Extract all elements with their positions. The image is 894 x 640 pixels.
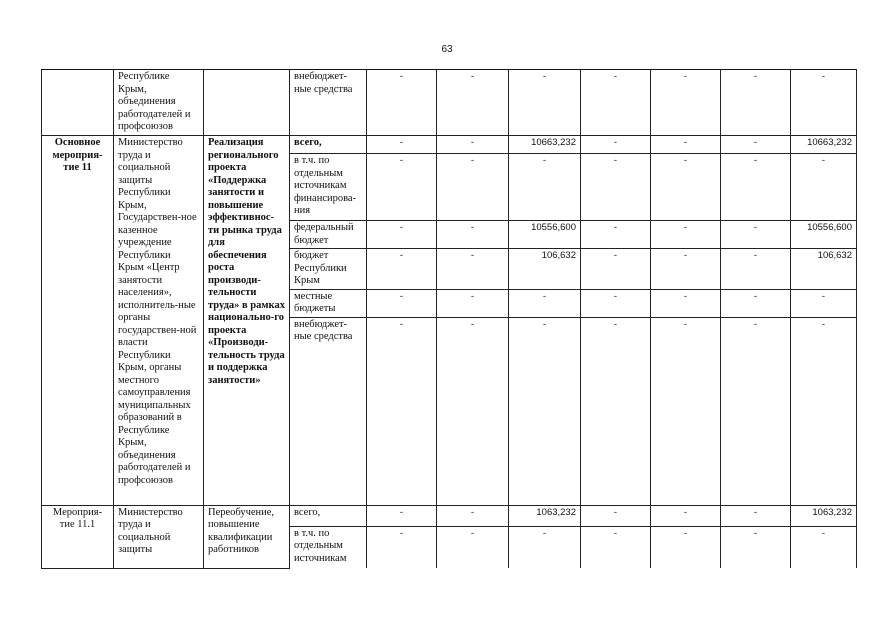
value-cell: - <box>581 249 651 290</box>
event-label-cell: Мероприя-тие 11.1 <box>42 505 114 568</box>
table-row <box>42 136 857 154</box>
source-cell: местные бюджеты <box>290 289 367 317</box>
value-cell: - <box>367 221 437 249</box>
value-cell: - <box>721 136 791 154</box>
value-cell: - <box>721 317 791 505</box>
value-cell: - <box>721 154 791 221</box>
value-cell: - <box>651 154 721 221</box>
event-name-cell: Переобучение, повышение квалификации работников <box>204 505 290 568</box>
value-cell: - <box>721 505 791 526</box>
value-cell: - <box>509 70 581 136</box>
value-cell: - <box>791 154 857 221</box>
value-cell: - <box>581 221 651 249</box>
value-cell: - <box>651 526 721 568</box>
value-cell: 10663,232 <box>791 136 857 154</box>
value-cell: - <box>651 505 721 526</box>
source-cell: федеральный бюджет <box>290 221 367 249</box>
source-cell: всего, <box>290 505 367 526</box>
value-cell: - <box>509 154 581 221</box>
value-cell: 1063,232 <box>509 505 581 526</box>
value-cell: - <box>651 136 721 154</box>
value-cell: - <box>721 70 791 136</box>
source-cell: в т.ч. по отдельным источникам <box>290 526 367 568</box>
value-cell: - <box>581 505 651 526</box>
value-cell: - <box>791 70 857 136</box>
value-cell: - <box>367 526 437 568</box>
executor-cell: Министерство труда и социальной защиты Республики Крым, Государствен-ное казенное учреждение Республики Крым «Центр занятости населения», исполнитель-ные органы государствен-ной власти Республики Крым, органы местного самоуправления муниципальных образований в Республике Крым, объединения работодателей и профсоюзов <box>114 136 204 506</box>
value-cell: - <box>581 289 651 317</box>
value-cell: - <box>651 289 721 317</box>
value-cell: - <box>367 249 437 290</box>
value-cell: - <box>437 505 509 526</box>
value-cell: - <box>437 289 509 317</box>
table-row <box>42 70 857 136</box>
value-cell: - <box>437 154 509 221</box>
value-cell: - <box>367 317 437 505</box>
value-cell: - <box>581 317 651 505</box>
value-cell: 10556,600 <box>509 221 581 249</box>
value-cell: - <box>651 221 721 249</box>
source-cell: внебюджет-ные средства <box>290 317 367 505</box>
value-cell: - <box>581 526 651 568</box>
value-cell: - <box>509 317 581 505</box>
source-cell: в т.ч. по отдельным источникам финансирова-ния <box>290 154 367 221</box>
executor-cell: Республике Крым, объединения работодателей и профсоюзов <box>114 70 204 136</box>
value-cell: - <box>437 317 509 505</box>
value-cell: - <box>721 221 791 249</box>
value-cell: - <box>651 317 721 505</box>
value-cell: - <box>509 289 581 317</box>
value-cell: - <box>367 136 437 154</box>
value-cell: - <box>721 289 791 317</box>
name-cell <box>204 70 290 136</box>
event-name-cell: Реализация регионального проекта «Поддержка занятости и повышение эффективнос-ти рынка труда для обеспечения роста производи-тельности труда» в рамках национально-го проекта «Производи-тельность труда и поддержка занятости» <box>204 136 290 506</box>
value-cell: - <box>367 154 437 221</box>
value-cell: - <box>581 136 651 154</box>
value-cell: - <box>509 526 581 568</box>
page-number: 63 <box>441 44 453 55</box>
value-cell: - <box>367 70 437 136</box>
value-cell: - <box>651 70 721 136</box>
executor-cell: Министерство труда и социальной защиты <box>114 505 204 568</box>
value-cell: - <box>721 526 791 568</box>
value-cell: 106,632 <box>509 249 581 290</box>
label-cell <box>42 70 114 136</box>
funding-table <box>41 69 857 569</box>
value-cell: 10663,232 <box>509 136 581 154</box>
value-cell: - <box>581 154 651 221</box>
event-label-cell: Основное мероприя-тие 11 <box>42 136 114 506</box>
value-cell: - <box>437 136 509 154</box>
value-cell: 106,632 <box>791 249 857 290</box>
value-cell: - <box>437 526 509 568</box>
value-cell: - <box>437 221 509 249</box>
value-cell: - <box>721 249 791 290</box>
value-cell: - <box>791 526 857 568</box>
value-cell: - <box>581 70 651 136</box>
value-cell: 1063,232 <box>791 505 857 526</box>
source-cell: всего, <box>290 136 367 154</box>
value-cell: - <box>437 249 509 290</box>
value-cell: - <box>791 317 857 505</box>
source-cell: бюджет Республики Крым <box>290 249 367 290</box>
value-cell: - <box>651 249 721 290</box>
value-cell: - <box>437 70 509 136</box>
value-cell: - <box>367 289 437 317</box>
source-cell: внебюджет-ные средства <box>290 70 367 136</box>
value-cell: - <box>791 289 857 317</box>
value-cell: 10556,600 <box>791 221 857 249</box>
value-cell: - <box>367 505 437 526</box>
table-row <box>42 505 857 526</box>
